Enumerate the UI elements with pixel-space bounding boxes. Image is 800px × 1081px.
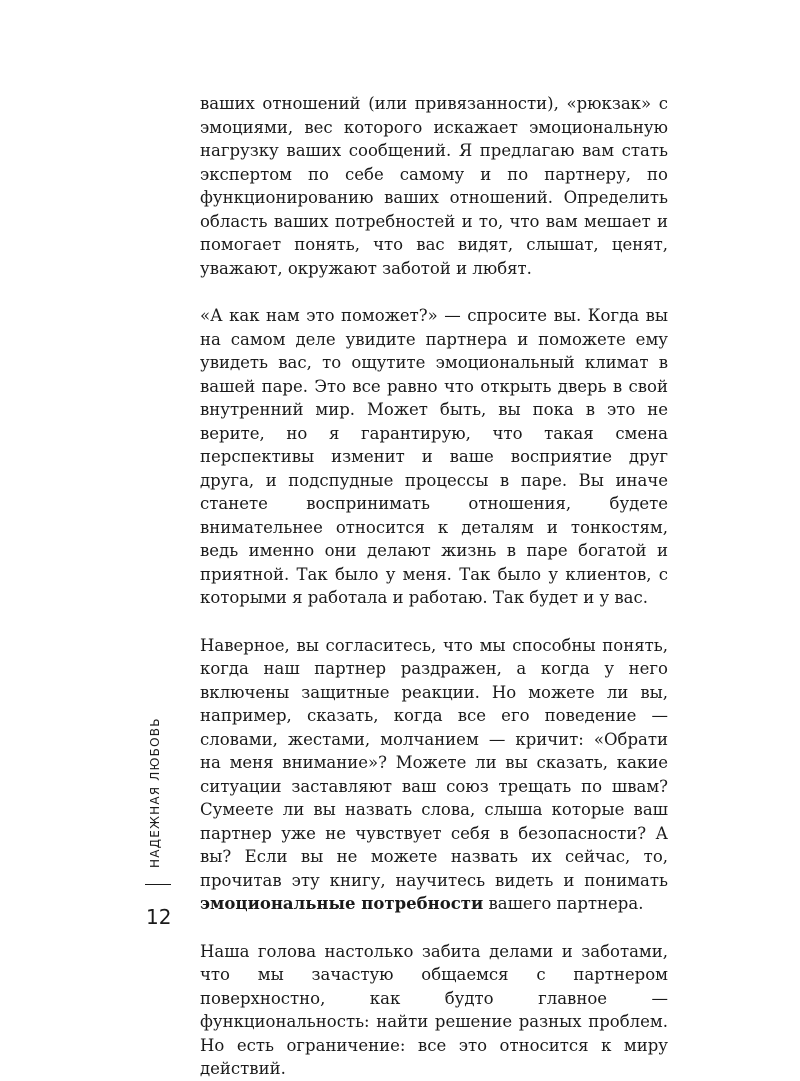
paragraph-3-text-end: вашего партнера. xyxy=(483,894,644,913)
paragraph-2: «А как нам это поможет?» — спросите вы. Когда вы на самом деле увидите партнера и поможете ему увидеть вас, то ощутите эмоциональный климат в вашей паре. Это все равно что открыть дверь в свой внутренний мир. Может быть, вы пока в это не верите, но я гарантирую, что такая смена перспективы изменит и ваше восприятие друг друга, и подспудные процессы в паре. Вы иначе станете воспринимать отношения, будете внимательнее относится к деталям и тонкостям, ведь именно они делают жизнь в паре богатой и приятной. Так было у меня. Так было у клиентов, с которыми я работала и работаю. Так будет и у вас. xyxy=(200,306,668,607)
folio-divider-rule xyxy=(145,884,171,885)
body-text xyxy=(200,92,668,1081)
running-head-book-title: НАДЕЖНАЯ ЛЮБОВЬ xyxy=(148,717,162,868)
page-number: 12 xyxy=(146,905,172,929)
paragraph-3-text-start: Наверное, вы согласитесь, что мы способны понять, когда наш партнер раздражен, а когда у него включены защитные реакции. Но можете ли вы, например, сказать, когда все его поведение — словами, жестами, молчанием — кричит: «Обрати на меня внимание»? Можете ли вы сказать, какие ситуации заставляют ваш союз трещать по швам? Сумеете ли вы назвать слова, слыша которые ваш партнер уже не чувствует себя в безопасности? А вы? Если вы не можете назвать их сейчас, то, прочитав эту книгу, научитесь видеть и понимать xyxy=(200,635,668,890)
paragraph-1: ваших отношений (или привязанности), «рюкзак» с эмоциями, вес которого искажает эмоциональную нагрузку ваших сообщений. Я предлагаю вам стать экспертом по себе самому и по партнеру, по функционированию ваших отношений. Определить область ваших потребностей и то, что вам мешает и помогает понять, что вас видят, слышат, ценят, уважают, окружают заботой и любят. xyxy=(200,94,668,278)
paragraph-4: Наша голова настолько забита делами и заботами, что мы зачастую общаемся с партнером поверхностно, как будто главное — функциональность: найти решение разных проблем. Но есть ограничение: все это относится к миру действий. xyxy=(200,941,668,1078)
emphasis-emotional-needs: эмоциональные потребности xyxy=(200,894,484,913)
paragraph-3 xyxy=(200,634,668,916)
